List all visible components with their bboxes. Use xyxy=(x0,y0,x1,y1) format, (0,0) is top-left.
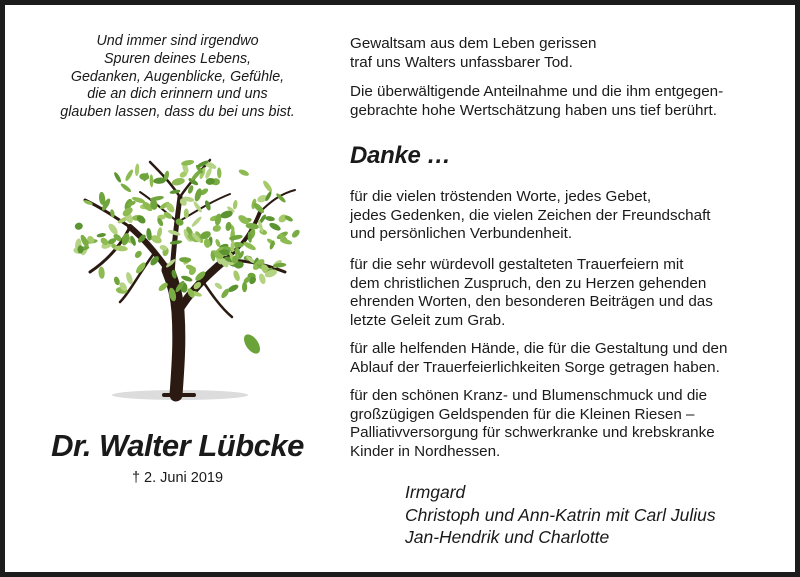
leaf xyxy=(113,171,122,183)
leaf xyxy=(232,200,238,210)
leaf xyxy=(149,174,153,187)
death-date: † 2. Juni 2019 xyxy=(131,470,224,486)
leaf xyxy=(135,163,140,176)
leaf xyxy=(217,167,222,178)
deceased-name: Dr. Walter Lübcke xyxy=(51,428,304,463)
poem xyxy=(10,33,345,122)
leaf xyxy=(107,222,120,236)
text-line: dem christlichen Zuspruch, den zu Herzen gehenden xyxy=(350,274,707,292)
thanks-paragraph xyxy=(350,256,795,330)
leaf xyxy=(242,282,247,292)
text-line: jedes Gedenken, die vielen Zeichen der Freundschaft xyxy=(350,206,711,224)
leaf xyxy=(262,179,274,193)
falling-leaf-icon xyxy=(241,332,263,357)
poem-line: Und immer sind irgendwo xyxy=(96,33,259,49)
text-line: großzügigen Geldspenden für die Kleinen Riesen – xyxy=(350,405,695,423)
text-line: für die vielen tröstenden Worte, jedes Gebet, xyxy=(350,188,652,205)
leaf xyxy=(125,271,134,285)
leaf xyxy=(191,215,203,227)
thanks-paragraph xyxy=(350,387,795,461)
leaf xyxy=(204,167,213,179)
text-line: für alle helfenden Hände, die für die Gestaltung und den xyxy=(350,340,728,357)
poem-line: Spuren deines Lebens, xyxy=(103,50,252,67)
leaf xyxy=(96,232,106,238)
thanks-paragraph xyxy=(350,188,795,244)
text-line: für den schönen Kranz- und Blumenschmuck und die xyxy=(350,387,708,404)
leaf xyxy=(184,209,189,219)
text-line: und persönlichen Verbundenheit. xyxy=(350,225,573,243)
text-line: Gewaltsam aus dem Leben gerissen xyxy=(350,35,597,52)
signature-line: Irmgard xyxy=(405,482,466,502)
signature-line: Jan-Hendrik und Charlotte xyxy=(405,527,610,547)
leaf xyxy=(212,224,222,233)
thanks-paragraph xyxy=(350,340,795,377)
thanks-heading: Danke … xyxy=(350,142,451,169)
leaf xyxy=(124,168,134,181)
leaf xyxy=(133,249,143,259)
text-line: gebrachte hohe Wertschätzung haben uns tief berührt. xyxy=(350,101,717,119)
leaf xyxy=(98,266,105,279)
text-line: Die überwältigende Anteilnahme und die ihm entgegen- xyxy=(350,83,724,100)
text-line: für die sehr würdevoll gestalteten Trauerfeiern mit xyxy=(350,256,684,273)
signature-line: Christoph und Ann-Katrin mit Carl Julius xyxy=(405,504,716,525)
leaf xyxy=(214,282,224,291)
text-line: letzte Geleit zum Grab. xyxy=(350,311,506,329)
leaf xyxy=(290,228,301,239)
poem-line: die an dich erinnern und uns xyxy=(87,86,268,103)
leaf xyxy=(150,234,163,246)
tree-illustration xyxy=(60,152,310,407)
leaf xyxy=(171,177,185,187)
intro-paragraph-1 xyxy=(350,35,795,72)
tree-leaves xyxy=(73,159,301,302)
leaf xyxy=(265,215,276,221)
poem-line: Gedanken, Augenblicke, Gefühle, xyxy=(70,68,285,85)
text-line: Palliativversorgung für schwerkranke und krebskranke xyxy=(350,424,715,442)
text-line: Ablauf der Trauerfeierlichkeiten Sorge getragen haben. xyxy=(350,358,720,376)
right-column xyxy=(350,10,795,577)
leaf xyxy=(232,269,241,281)
leaf xyxy=(74,222,84,231)
text-line: traf uns Walters unfassbarer Tod. xyxy=(350,53,573,71)
signature xyxy=(405,481,716,549)
text-line: Kinder in Nordhessen. xyxy=(350,442,501,460)
text-line: ehrenden Worten, den besonderen Beiträgen und das xyxy=(350,293,713,311)
leaf xyxy=(225,221,232,231)
left-column xyxy=(10,10,345,577)
intro-paragraph-2 xyxy=(350,83,795,120)
poem-line: glauben lassen, dass du bei uns bist. xyxy=(60,104,295,121)
leaf xyxy=(120,182,133,193)
leaf xyxy=(268,221,282,232)
leaf xyxy=(238,168,250,177)
